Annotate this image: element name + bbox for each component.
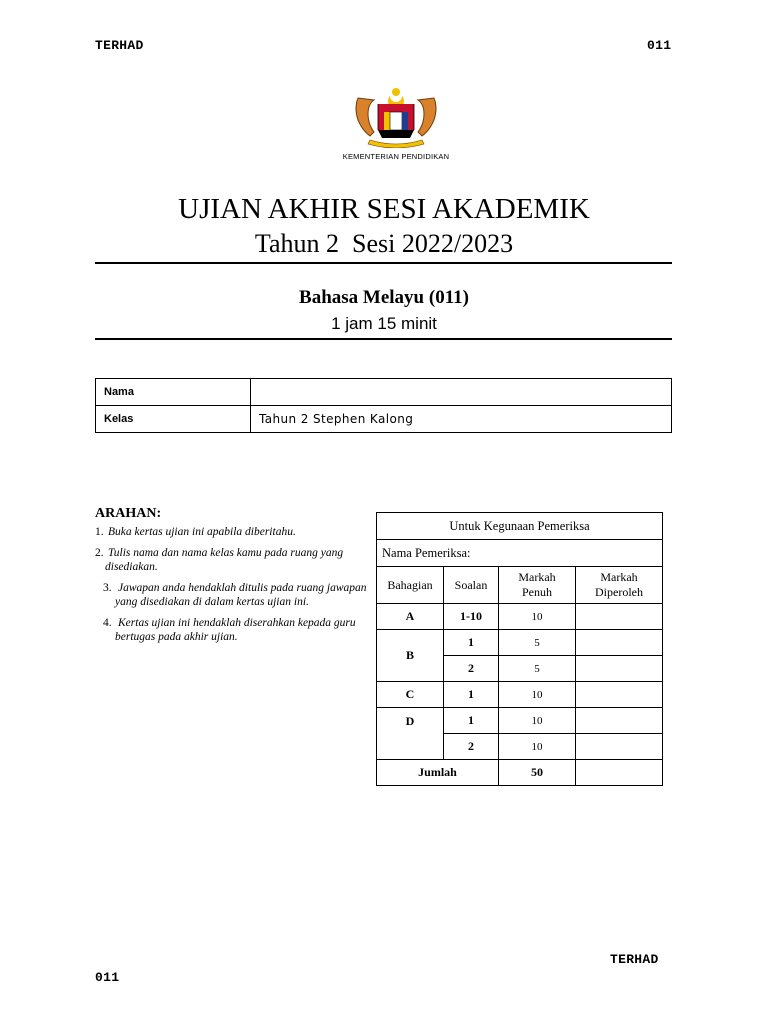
- markah-diperoleh-cell[interactable]: [576, 734, 663, 760]
- soalan-cell: 1: [444, 708, 499, 734]
- col-header-bahagian: Bahagian: [377, 567, 444, 604]
- total-diperoleh-cell[interactable]: [576, 760, 663, 786]
- exam-subtitle: Tahun 2 Sesi 2022/2023: [254, 229, 514, 258]
- total-label: Jumlah: [377, 760, 499, 786]
- table-row: [377, 682, 663, 708]
- col-header-soalan: Soalan: [444, 567, 499, 604]
- class-label: Kelas: [96, 406, 251, 433]
- bahagian-cell: C: [377, 682, 444, 708]
- total-row: [377, 760, 663, 786]
- instruction-item: 2. Tulis nama dan nama kelas kamu pada ruang yang disediakan.: [95, 547, 344, 573]
- examiner-score-table: [376, 512, 663, 786]
- instruction-item: 3. Jawapan anda hendaklah ditulis pada ruang jawapan yang disediakan di dalam kertas ujian ini.: [103, 582, 367, 608]
- col-header-markah-penuh: Markah Penuh: [499, 567, 576, 604]
- title-divider: [95, 262, 672, 264]
- table-row: [377, 708, 663, 734]
- instruction-text: Kertas ujian ini hendaklah diserahkan kepada guru bertugas pada akhir ujian.: [115, 617, 356, 643]
- header-code: 011: [647, 38, 672, 53]
- instruction-text: Jawapan anda hendaklah ditulis pada ruang jawapan yang disediakan di dalam kertas ujian ini.: [115, 582, 367, 608]
- markah-penuh-cell: 5: [499, 656, 576, 682]
- name-row: [96, 379, 672, 406]
- student-info-table: [95, 378, 672, 433]
- soalan-cell: 1: [444, 630, 499, 656]
- markah-penuh-cell: 10: [499, 708, 576, 734]
- class-row: [96, 406, 672, 433]
- markah-diperoleh-cell[interactable]: [576, 604, 663, 630]
- bahagian-cell: D: [377, 708, 444, 760]
- examiner-name-field[interactable]: Nama Pemeriksa:: [377, 540, 663, 567]
- header-classification: TERHAD: [95, 38, 144, 53]
- exam-duration: 1 jam 15 minit: [331, 314, 437, 333]
- instruction-text: Buka kertas ujian ini apabila diberitahu.: [108, 526, 296, 538]
- coat-of-arms-logo: [350, 86, 442, 148]
- instruction-item: 4. Kertas ujian ini hendaklah diserahkan kepada guru bertugas pada akhir ujian.: [103, 617, 356, 643]
- col-header-markah-diperoleh: Markah Diperoleh: [576, 567, 663, 604]
- bahagian-cell: A: [377, 604, 444, 630]
- instruction-item: 1. Buka kertas ujian ini apabila diberitahu.: [95, 526, 296, 538]
- subject-name: Bahasa Melayu (011): [299, 287, 469, 308]
- markah-penuh-cell: 10: [499, 734, 576, 760]
- examiner-table-title: Untuk Kegunaan Pemeriksa: [377, 513, 663, 540]
- soalan-cell: 2: [444, 656, 499, 682]
- ministry-name: KEMENTERIAN PENDIDIKAN: [342, 152, 450, 161]
- soalan-cell: 1-10: [444, 604, 499, 630]
- markah-penuh-cell: 10: [499, 604, 576, 630]
- markah-diperoleh-cell[interactable]: [576, 630, 663, 656]
- markah-penuh-cell: 10: [499, 682, 576, 708]
- footer-classification: TERHAD: [610, 952, 659, 967]
- total-value: 50: [499, 760, 576, 786]
- markah-diperoleh-cell[interactable]: [576, 682, 663, 708]
- soalan-cell: 1: [444, 682, 499, 708]
- markah-diperoleh-cell[interactable]: [576, 656, 663, 682]
- bahagian-cell: B: [377, 630, 444, 682]
- table-row: [377, 604, 663, 630]
- subject-divider: [95, 338, 672, 340]
- soalan-cell: 2: [444, 734, 499, 760]
- markah-diperoleh-cell[interactable]: [576, 708, 663, 734]
- instructions-title: ARAHAN:: [95, 506, 162, 521]
- markah-penuh-cell: 5: [499, 630, 576, 656]
- name-field[interactable]: [251, 379, 672, 406]
- instructions-list: [95, 525, 375, 651]
- class-field[interactable]: Tahun 2 Stephen Kalong: [251, 406, 672, 433]
- instruction-text: Tulis nama dan nama kelas kamu pada ruang yang disediakan.: [105, 547, 344, 573]
- table-row: [377, 630, 663, 656]
- footer-code: 011: [95, 970, 120, 985]
- name-label: Nama: [96, 379, 251, 406]
- exam-title: UJIAN AKHIR SESI AKADEMIK: [178, 193, 590, 225]
